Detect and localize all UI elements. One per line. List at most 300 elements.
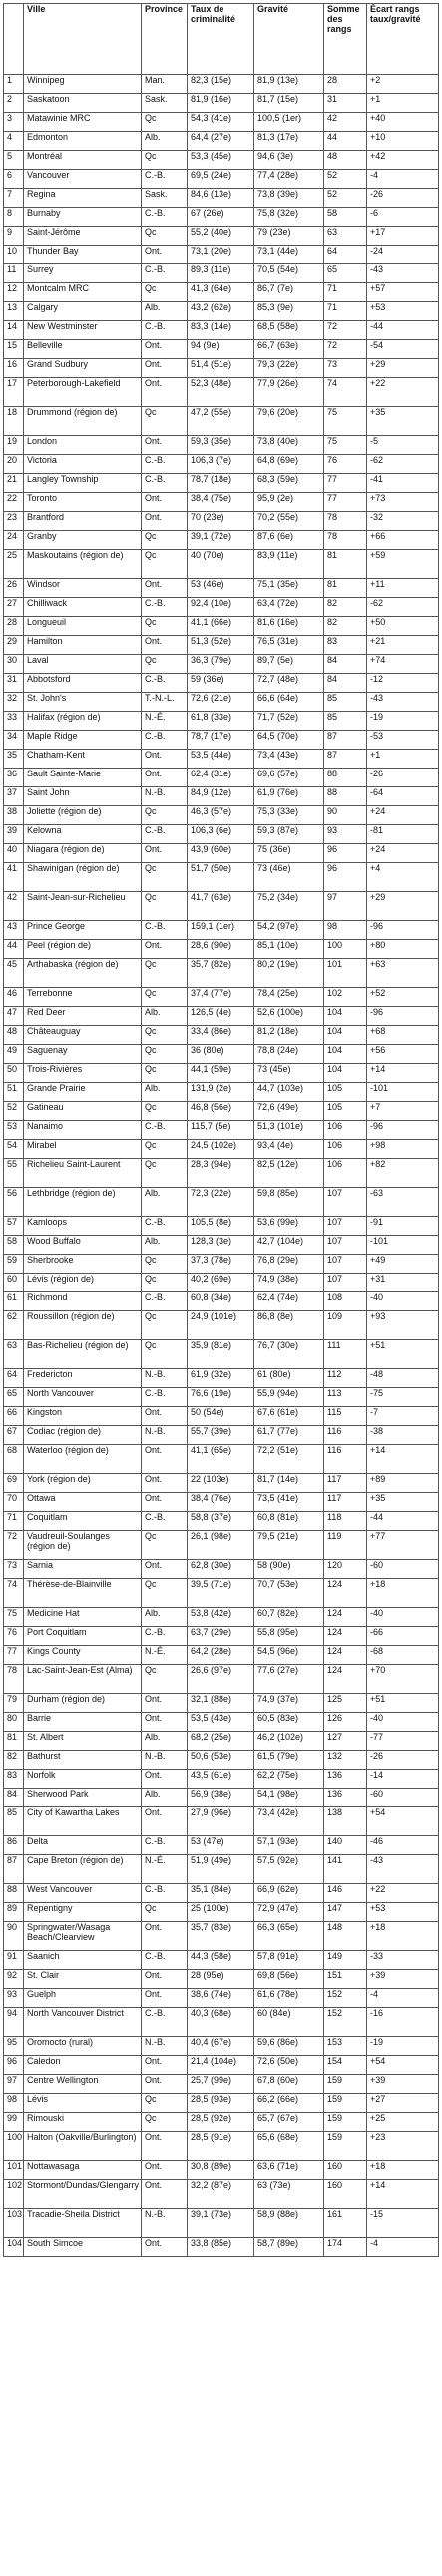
rank-sum-cell: 149 <box>324 1951 367 1970</box>
crime-rate-cell: 35,1 (84e) <box>188 1884 254 1903</box>
rank-gap-cell: +54 <box>367 1807 439 1836</box>
crime-rate-cell: 28,5 (91e) <box>188 2132 254 2161</box>
severity-cell: 54,5 (96e) <box>254 1646 324 1665</box>
table-row <box>4 2075 439 2094</box>
rank-cell: 91 <box>4 1951 24 1970</box>
table-row <box>4 1579 439 1608</box>
city-cell: Hamilton <box>24 636 142 655</box>
city-cell: Niagara (région de) <box>24 844 142 863</box>
crime-rate-cell: 63,7 (29e) <box>188 1627 254 1646</box>
rank-gap-cell: -101 <box>367 1083 439 1102</box>
crime-rate-cell: 39,5 (71e) <box>188 1579 254 1608</box>
province-cell: Ont. <box>142 493 188 512</box>
province-cell: Alb. <box>142 1007 188 1026</box>
rank-cell: 39 <box>4 825 24 844</box>
table-row <box>4 1951 439 1970</box>
rank-sum-cell: 107 <box>324 1217 367 1236</box>
province-cell: Ont. <box>142 844 188 863</box>
rank-cell: 77 <box>4 1646 24 1665</box>
city-cell: Rimouski <box>24 2113 142 2132</box>
severity-cell: 44,7 (103e) <box>254 1083 324 1102</box>
rank-sum-cell: 107 <box>324 1255 367 1274</box>
severity-cell: 57,5 (92e) <box>254 1855 324 1884</box>
crime-ranking-table-wrapper <box>3 3 438 2257</box>
rank-cell: 64 <box>4 1369 24 1388</box>
rank-cell: 21 <box>4 474 24 493</box>
rank-gap-cell: +66 <box>367 531 439 550</box>
rank-cell: 99 <box>4 2113 24 2132</box>
rank-cell: 34 <box>4 731 24 750</box>
table-row <box>4 1560 439 1579</box>
table-row <box>4 1665 439 1694</box>
rank-cell: 8 <box>4 208 24 227</box>
province-cell: Qc <box>142 1255 188 1274</box>
rank-sum-cell: 151 <box>324 1970 367 1989</box>
city-cell: Saint-Jean-sur-Richelieu <box>24 892 142 921</box>
rank-gap-cell: +39 <box>367 2075 439 2094</box>
province-cell: C.-B. <box>142 1121 188 1140</box>
severity-cell: 72,7 (48e) <box>254 674 324 693</box>
province-cell: T.-N.-L. <box>142 693 188 712</box>
rank-sum-cell: 84 <box>324 674 367 693</box>
rank-gap-cell: +89 <box>367 1474 439 1493</box>
crime-rate-cell: 27,9 (96e) <box>188 1807 254 1836</box>
rank-sum-cell: 160 <box>324 2180 367 2209</box>
rank-gap-cell: +53 <box>367 1903 439 1922</box>
province-cell: Qc <box>142 550 188 579</box>
rank-sum-cell: 105 <box>324 1083 367 1102</box>
table-row <box>4 436 439 455</box>
table-row <box>4 2113 439 2132</box>
rank-gap-cell: +49 <box>367 1255 439 1274</box>
table-row <box>4 2008 439 2037</box>
city-cell: Joliette (région de) <box>24 806 142 825</box>
province-cell: C.-B. <box>142 455 188 474</box>
rank-gap-cell: +29 <box>367 359 439 378</box>
rank-gap-cell: +40 <box>367 113 439 132</box>
table-row <box>4 1217 439 1236</box>
rank-sum-cell: 101 <box>324 959 367 988</box>
table-row <box>4 1121 439 1140</box>
severity-cell: 63,6 (71e) <box>254 2161 324 2180</box>
table-row <box>4 1884 439 1903</box>
table-row <box>4 1789 439 1807</box>
rank-cell: 31 <box>4 674 24 693</box>
table-row <box>4 302 439 321</box>
crime-rate-cell: 78,7 (18e) <box>188 474 254 493</box>
province-cell: Ont. <box>142 750 188 769</box>
severity-cell: 72,6 (50e) <box>254 2056 324 2075</box>
severity-cell: 79,6 (20e) <box>254 407 324 436</box>
table-row <box>4 1512 439 1531</box>
rank-cell: 44 <box>4 940 24 959</box>
rank-cell: 62 <box>4 1311 24 1340</box>
crime-rate-cell: 32,1 (88e) <box>188 1694 254 1713</box>
severity-cell: 75,2 (34e) <box>254 892 324 921</box>
rank-gap-cell: -5 <box>367 436 439 455</box>
rank-cell: 72 <box>4 1531 24 1560</box>
province-cell: Ont. <box>142 2075 188 2094</box>
rank-gap-cell: -43 <box>367 1855 439 1884</box>
rank-gap-cell: +22 <box>367 378 439 407</box>
city-cell: Grande Prairie <box>24 1083 142 1102</box>
province-cell: Qc <box>142 1579 188 1608</box>
rank-sum-cell: 116 <box>324 1426 367 1445</box>
city-cell: Stormont/Dundas/Glengarry <box>24 2180 142 2209</box>
crime-rate-cell: 59,3 (35e) <box>188 436 254 455</box>
table-row <box>4 493 439 512</box>
crime-rate-cell: 51,9 (49e) <box>188 1855 254 1884</box>
city-cell: Vaudreuil-Soulanges (région de) <box>24 1531 142 1560</box>
rank-cell: 82 <box>4 1751 24 1770</box>
rank-sum-cell: 125 <box>324 1694 367 1713</box>
crime-rate-cell: 53,5 (43e) <box>188 1713 254 1732</box>
severity-cell: 73,8 (39e) <box>254 189 324 208</box>
severity-cell: 72,9 (47e) <box>254 1903 324 1922</box>
crime-rate-cell: 53 (46e) <box>188 579 254 598</box>
table-row <box>4 264 439 283</box>
city-cell: Guelph <box>24 1989 142 2008</box>
rank-sum-cell: 98 <box>324 921 367 940</box>
rank-gap-cell: -54 <box>367 340 439 359</box>
rank-cell: 53 <box>4 1121 24 1140</box>
crime-rate-cell: 22 (103e) <box>188 1474 254 1493</box>
crime-rate-cell: 38,4 (75e) <box>188 493 254 512</box>
table-row <box>4 1646 439 1665</box>
city-cell: Thérèse-de-Blainville <box>24 1579 142 1608</box>
severity-cell: 68,3 (59e) <box>254 474 324 493</box>
crime-rate-cell: 83,3 (14e) <box>188 321 254 340</box>
crime-rate-cell: 39,1 (73e) <box>188 2209 254 2238</box>
rank-cell: 68 <box>4 1445 24 1474</box>
severity-cell: 85,1 (10e) <box>254 940 324 959</box>
rank-sum-cell: 82 <box>324 617 367 636</box>
header-province: Province <box>142 4 188 75</box>
rank-cell: 41 <box>4 863 24 892</box>
rank-cell: 86 <box>4 1836 24 1855</box>
rank-sum-cell: 120 <box>324 1560 367 1579</box>
table-row <box>4 1493 439 1512</box>
severity-cell: 73,1 (44e) <box>254 246 324 264</box>
rank-cell: 32 <box>4 693 24 712</box>
rank-gap-cell: -44 <box>367 321 439 340</box>
crime-rate-cell: 54,3 (41e) <box>188 113 254 132</box>
severity-cell: 75,1 (35e) <box>254 579 324 598</box>
province-cell: C.-B. <box>142 208 188 227</box>
rank-cell: 69 <box>4 1474 24 1493</box>
city-cell: Kelowna <box>24 825 142 844</box>
table-row <box>4 769 439 787</box>
table-row <box>4 1922 439 1951</box>
province-cell: Ont. <box>142 340 188 359</box>
crime-rate-cell: 50 (54e) <box>188 1407 254 1426</box>
province-cell: Qc <box>142 988 188 1007</box>
rank-cell: 46 <box>4 988 24 1007</box>
city-cell: Norfolk <box>24 1770 142 1789</box>
table-row <box>4 1007 439 1026</box>
severity-cell: 76,5 (31e) <box>254 636 324 655</box>
rank-cell: 66 <box>4 1407 24 1426</box>
rank-sum-cell: 104 <box>324 1026 367 1045</box>
crime-rate-cell: 37,4 (77e) <box>188 988 254 1007</box>
severity-cell: 60,7 (82e) <box>254 1608 324 1627</box>
table-row <box>4 94 439 113</box>
rank-gap-cell: -26 <box>367 189 439 208</box>
severity-cell: 60,8 (81e) <box>254 1512 324 1531</box>
severity-cell: 73,4 (43e) <box>254 750 324 769</box>
table-row <box>4 1426 439 1445</box>
rank-gap-cell: +1 <box>367 94 439 113</box>
severity-cell: 81,3 (17e) <box>254 132 324 151</box>
table-row <box>4 208 439 227</box>
crime-rate-cell: 39,1 (72e) <box>188 531 254 550</box>
header-rank <box>4 4 24 75</box>
rank-gap-cell: -4 <box>367 170 439 189</box>
city-cell: Centre Wellington <box>24 2075 142 2094</box>
table-row <box>4 359 439 378</box>
rank-gap-cell: +57 <box>367 283 439 302</box>
province-cell: N.-É. <box>142 712 188 731</box>
rank-sum-cell: 160 <box>324 2161 367 2180</box>
province-cell: C.-B. <box>142 1292 188 1311</box>
header-city: Ville <box>24 4 142 75</box>
rank-sum-cell: 106 <box>324 1121 367 1140</box>
rank-gap-cell: -91 <box>367 1217 439 1236</box>
province-cell: Ont. <box>142 1970 188 1989</box>
table-row <box>4 844 439 863</box>
severity-cell: 74,9 (38e) <box>254 1274 324 1292</box>
rank-sum-cell: 116 <box>324 1445 367 1474</box>
rank-sum-cell: 90 <box>324 806 367 825</box>
rank-gap-cell: +35 <box>367 1493 439 1512</box>
crime-rate-cell: 41,1 (65e) <box>188 1445 254 1474</box>
city-cell: Kingston <box>24 1407 142 1426</box>
rank-sum-cell: 83 <box>324 636 367 655</box>
table-row <box>4 921 439 940</box>
province-cell: Man. <box>142 75 188 94</box>
rank-sum-cell: 72 <box>324 321 367 340</box>
city-cell: Sherwood Park <box>24 1789 142 1807</box>
severity-cell: 64,8 (69e) <box>254 455 324 474</box>
city-cell: Matawinie MRC <box>24 113 142 132</box>
rank-gap-cell: +24 <box>367 844 439 863</box>
rank-gap-cell: +4 <box>367 863 439 892</box>
rank-sum-cell: 107 <box>324 1188 367 1217</box>
table-row <box>4 1751 439 1770</box>
province-cell: Sask. <box>142 94 188 113</box>
rank-gap-cell: +7 <box>367 1102 439 1121</box>
crime-rate-cell: 32,2 (87e) <box>188 2180 254 2209</box>
province-cell: Ont. <box>142 2056 188 2075</box>
rank-gap-cell: -6 <box>367 208 439 227</box>
rank-cell: 43 <box>4 921 24 940</box>
rank-sum-cell: 106 <box>324 1159 367 1188</box>
rank-sum-cell: 107 <box>324 1236 367 1255</box>
rank-gap-cell: -4 <box>367 1989 439 2008</box>
crime-rate-cell: 70 (23e) <box>188 512 254 531</box>
city-cell: Waterloo (région de) <box>24 1445 142 1474</box>
severity-cell: 61 (80e) <box>254 1369 324 1388</box>
table-row <box>4 512 439 531</box>
rank-cell: 7 <box>4 189 24 208</box>
rank-sum-cell: 85 <box>324 693 367 712</box>
city-cell: Terrebonne <box>24 988 142 1007</box>
rank-sum-cell: 104 <box>324 1007 367 1026</box>
rank-cell: 78 <box>4 1665 24 1694</box>
crime-rate-cell: 59 (36e) <box>188 674 254 693</box>
province-cell: Ont. <box>142 1694 188 1713</box>
table-row <box>4 227 439 246</box>
rank-cell: 27 <box>4 598 24 617</box>
city-cell: Trois-Rivières <box>24 1064 142 1083</box>
crime-rate-cell: 36 (80e) <box>188 1045 254 1064</box>
city-cell: Saint John <box>24 787 142 806</box>
province-cell: Qc <box>142 892 188 921</box>
city-cell: Springwater/Wasaga Beach/Clearview <box>24 1922 142 1951</box>
table-row <box>4 170 439 189</box>
crime-rate-cell: 64,2 (28e) <box>188 1646 254 1665</box>
severity-cell: 70,2 (55e) <box>254 512 324 531</box>
rank-gap-cell: -38 <box>367 1426 439 1445</box>
crime-rate-cell: 82,3 (15e) <box>188 75 254 94</box>
rank-gap-cell: +17 <box>367 227 439 246</box>
crime-rate-cell: 40,4 (67e) <box>188 2037 254 2056</box>
table-row <box>4 1340 439 1369</box>
rank-cell: 18 <box>4 407 24 436</box>
table-row <box>4 1292 439 1311</box>
table-row <box>4 1188 439 1217</box>
severity-cell: 46,2 (102e) <box>254 1732 324 1751</box>
province-cell: Qc <box>142 1102 188 1121</box>
crime-rate-cell: 28 (95e) <box>188 1970 254 1989</box>
rank-sum-cell: 159 <box>324 2094 367 2113</box>
rank-sum-cell: 75 <box>324 436 367 455</box>
rank-gap-cell: +14 <box>367 1445 439 1474</box>
table-row <box>4 1407 439 1426</box>
crime-rate-cell: 21,4 (104e) <box>188 2056 254 2075</box>
rank-cell: 88 <box>4 1884 24 1903</box>
severity-cell: 93,4 (4e) <box>254 1140 324 1159</box>
province-cell: C.-B. <box>142 1951 188 1970</box>
city-cell: Repentigny <box>24 1903 142 1922</box>
severity-cell: 73,8 (40e) <box>254 436 324 455</box>
crime-rate-cell: 53,8 (42e) <box>188 1608 254 1627</box>
severity-cell: 77,6 (27e) <box>254 1665 324 1694</box>
severity-cell: 73 (46e) <box>254 863 324 892</box>
crime-rate-cell: 73,1 (20e) <box>188 246 254 264</box>
rank-gap-cell: -16 <box>367 2008 439 2037</box>
severity-cell: 57,1 (93e) <box>254 1836 324 1855</box>
severity-cell: 77,4 (28e) <box>254 170 324 189</box>
province-cell: Ont. <box>142 1807 188 1836</box>
rank-cell: 89 <box>4 1903 24 1922</box>
table-row <box>4 189 439 208</box>
table-row <box>4 1045 439 1064</box>
city-cell: Medicine Hat <box>24 1608 142 1627</box>
rank-cell: 15 <box>4 340 24 359</box>
province-cell: C.-B. <box>142 674 188 693</box>
rank-cell: 6 <box>4 170 24 189</box>
table-row <box>4 731 439 750</box>
rank-cell: 20 <box>4 455 24 474</box>
province-cell: Qc <box>142 113 188 132</box>
crime-rate-cell: 84,9 (12e) <box>188 787 254 806</box>
province-cell: Ont. <box>142 1922 188 1951</box>
table-row <box>4 674 439 693</box>
rank-sum-cell: 63 <box>324 227 367 246</box>
crime-rate-cell: 35,9 (81e) <box>188 1340 254 1369</box>
rank-cell: 61 <box>4 1292 24 1311</box>
rank-sum-cell: 138 <box>324 1807 367 1836</box>
crime-rate-cell: 28,3 (94e) <box>188 1159 254 1188</box>
severity-cell: 81,6 (16e) <box>254 617 324 636</box>
rank-sum-cell: 106 <box>324 1140 367 1159</box>
rank-cell: 47 <box>4 1007 24 1026</box>
rank-cell: 40 <box>4 844 24 863</box>
rank-gap-cell: +70 <box>367 1665 439 1694</box>
province-cell: Qc <box>142 1274 188 1292</box>
city-cell: Peel (région de) <box>24 940 142 959</box>
city-cell: Burnaby <box>24 208 142 227</box>
rank-sum-cell: 141 <box>324 1855 367 1884</box>
city-cell: Richelieu Saint-Laurent <box>24 1159 142 1188</box>
province-cell: N.-B. <box>142 2209 188 2238</box>
rank-sum-cell: 153 <box>324 2037 367 2056</box>
crime-rate-cell: 28,6 (90e) <box>188 940 254 959</box>
table-row <box>4 959 439 988</box>
city-cell: Durham (région de) <box>24 1694 142 1713</box>
table-row <box>4 1102 439 1121</box>
severity-cell: 65,7 (67e) <box>254 2113 324 2132</box>
rank-cell: 100 <box>4 2132 24 2161</box>
rank-gap-cell: +42 <box>367 151 439 170</box>
rank-gap-cell: -12 <box>367 674 439 693</box>
rank-gap-cell: +27 <box>367 2094 439 2113</box>
table-row <box>4 1474 439 1493</box>
rank-sum-cell: 71 <box>324 302 367 321</box>
city-cell: Ottawa <box>24 1493 142 1512</box>
city-cell: Longueuil <box>24 617 142 636</box>
province-cell: Qc <box>142 407 188 436</box>
city-cell: Victoria <box>24 455 142 474</box>
province-cell: Alb. <box>142 1236 188 1255</box>
severity-cell: 81,7 (14e) <box>254 1474 324 1493</box>
rank-sum-cell: 85 <box>324 712 367 731</box>
rank-gap-cell: -43 <box>367 693 439 712</box>
table-row <box>4 2209 439 2238</box>
rank-cell: 71 <box>4 1512 24 1531</box>
rank-gap-cell: -46 <box>367 1836 439 1855</box>
crime-rate-cell: 26,1 (98e) <box>188 1531 254 1560</box>
city-cell: Châteauguay <box>24 1026 142 1045</box>
table-row <box>4 474 439 493</box>
rank-sum-cell: 75 <box>324 407 367 436</box>
table-row <box>4 988 439 1007</box>
province-cell: Qc <box>142 655 188 674</box>
city-cell: Sarnia <box>24 1560 142 1579</box>
severity-cell: 81,7 (15e) <box>254 94 324 113</box>
crime-rate-cell: 53,3 (45e) <box>188 151 254 170</box>
province-cell: C.-B. <box>142 1388 188 1407</box>
rank-cell: 93 <box>4 1989 24 2008</box>
severity-cell: 86,7 (7e) <box>254 283 324 302</box>
severity-cell: 64,5 (70e) <box>254 731 324 750</box>
rank-gap-cell: -66 <box>367 1627 439 1646</box>
city-cell: City of Kawartha Lakes <box>24 1807 142 1836</box>
rank-sum-cell: 93 <box>324 825 367 844</box>
rank-sum-cell: 152 <box>324 2008 367 2037</box>
table-row <box>4 1836 439 1855</box>
